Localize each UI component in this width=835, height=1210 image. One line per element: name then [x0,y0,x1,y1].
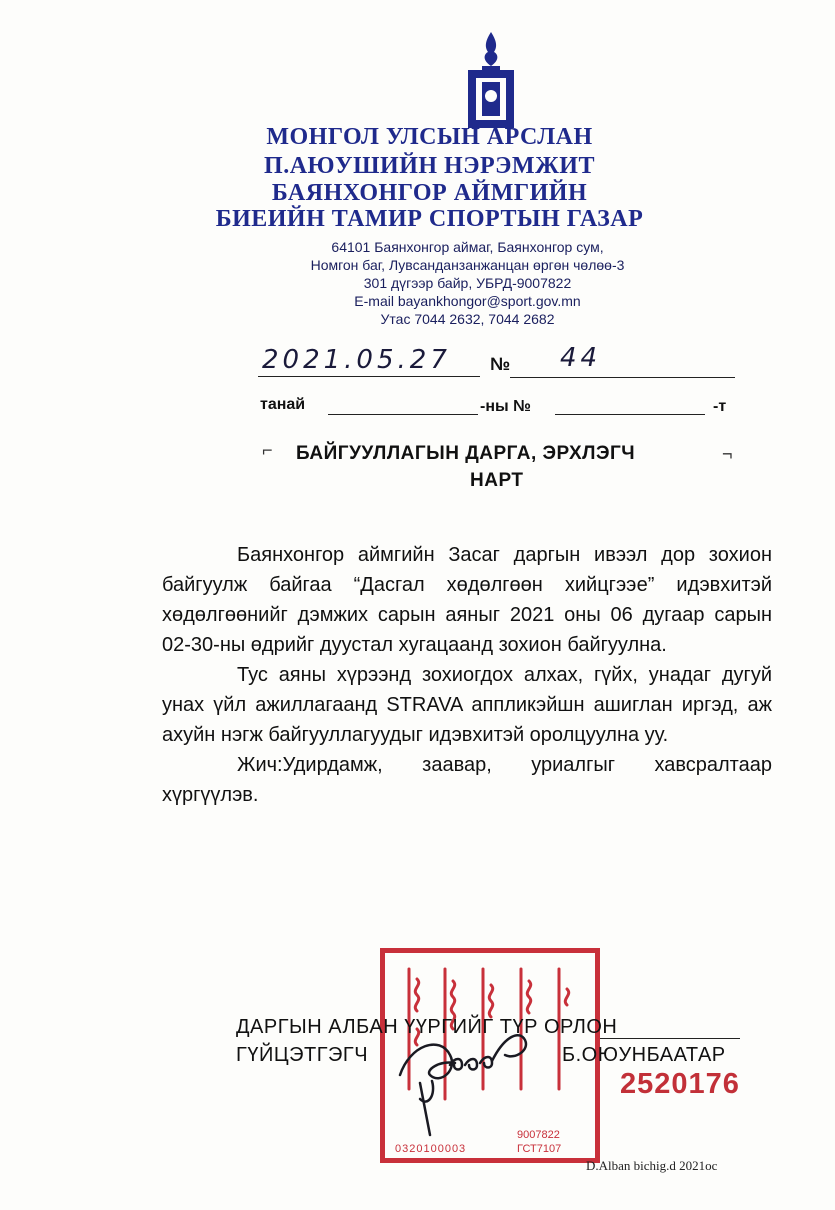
signature-title-line-2: ГҮЙЦЭТГЭГЧ [236,1044,369,1066]
address-line-3: 301 дүгээр байр, УБРД-9007822 [363,275,572,291]
letter-date: 2021.05.27 [262,345,451,375]
body-paragraph-3: Жич:Удирдамж, заавар, уриалгыг хавсралтаар хүргүүлэв. [162,754,772,806]
stamp-code-left: 0320100003 [395,1143,467,1155]
addressee-line-2: НАРТ [470,470,524,491]
phone-line: Утас 7044 2632, 7044 2682 [380,311,555,327]
number-underline [510,377,735,378]
body-paragraph-1: Баянхонгор аймгийн Засаг даргын ивээл дор зохион байгуулж байгаа “Дасгал хөдөлгөөн хийцгээе” идэвхитэй хөдөлгөөнийг дэмжих сарын аяныг 2021 оны 06 дугаар сарын 02-30-ны өдрийг дуустал хугацаанд зохион байгуулна. [162,544,772,656]
letter-body [162,540,772,810]
address-line-1: 64101 Баянхонгор аймаг, Баянхонгор сум, [331,239,604,255]
signature-title-line-1: ДАРГЫН АЛБАН ҮҮРГИЙГ ТҮР ОРЛОН [236,1016,618,1038]
footer-reference: D.Alban bichig.d 2021oc [586,1158,718,1173]
handwritten-signature-icon [380,1015,550,1155]
stamp-number: 2520176 [620,1068,740,1100]
number-sign: № [490,354,511,374]
signatory-name: Б.ОЮУНБААТАР [562,1044,726,1066]
address-line-2: Номгон баг, Лувсанданзанжанцан өргөн чөлөө-3 [310,257,625,273]
addressee-line-1: БАЙГУУЛЛАГЫН ДАРГА, ЭРХЛЭГЧ [296,443,636,464]
state-emblem-icon [462,30,520,130]
corner-mark-left: ⌐ [262,440,273,460]
org-line-1: МОНГОЛ УЛСЫН АРСЛАН [266,124,593,150]
email-line: E-mail bayankhongor@sport.gov.mn [354,293,581,309]
stamp-code-right-2: ГСТ7107 [517,1143,562,1155]
ref-suffix: -т [713,398,727,415]
org-line-3: БАЯНХОНГОР АЙМГИЙН [271,180,588,206]
org-line-4: БИЕИЙН ТАМИР СПОРТЫН ГАЗАР [215,206,644,232]
signature-underline [600,1038,740,1039]
org-line-2: П.АЮУШИЙН НЭРЭМЖИТ [264,153,595,179]
stamp-code-right-1: 9007822 [517,1129,560,1141]
date-underline [258,376,480,377]
corner-mark-right: ¬ [722,444,733,464]
ref-underline [555,414,705,415]
yours-label: танай [260,396,306,413]
ref-label: -ны № [480,398,531,415]
body-paragraph-2: Тус аяны хүрээнд зохиогдох алхах, гүйх, унадаг дугуй унах үйл ажиллагаанд STRAVA аппликэйшн ашиглан иргэд, аж ахуйн нэгж байгууллагуудыг идэвхитэй оролцуулна уу. [162,664,772,746]
yours-underline [328,414,478,415]
letter-number: 44 [560,343,602,373]
